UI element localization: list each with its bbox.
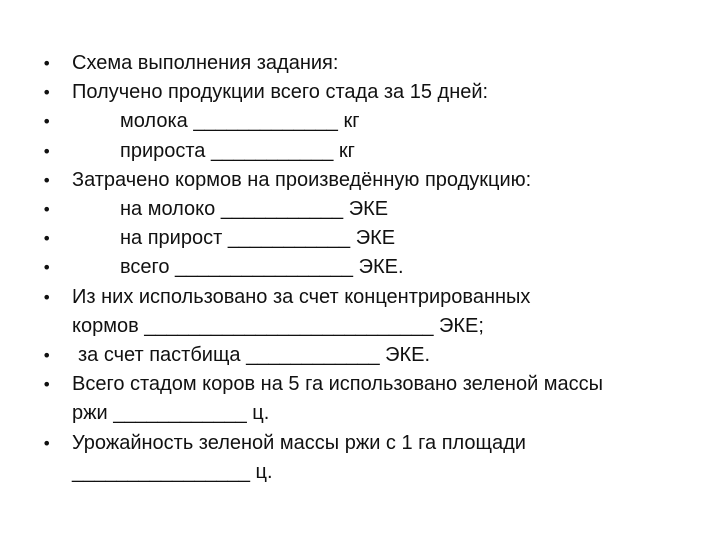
list-item-text: Затрачено кормов на произведённую продукцию: [72,168,532,191]
list-item-text: на молоко ___________ ЭКЕ [120,198,389,221]
list-item-text: Всего стадом коров на 5 га использовано зеленой массы [72,373,604,396]
list-item-text: за счет пастбища ____________ ЭКЕ. [78,344,431,367]
bullet-icon: • [42,229,52,249]
bullet-icon: • [42,170,52,190]
bullet-list [42,49,682,487]
list-item [42,137,682,166]
list-item-text-continuation: ________________ ц. [72,460,273,483]
bullet-icon: • [42,200,52,220]
list-item-text: всего ________________ ЭКЕ. [120,256,404,279]
list-item-text-continuation: ржи ____________ ц. [72,402,270,425]
list-item-text: Схема выполнения задания: [72,52,339,74]
list-item-text-continuation: кормов __________________________ ЭКЕ; [72,314,484,337]
bullet-icon: • [42,287,52,307]
list-item [42,166,682,195]
list-item-text: Из них использовано за счет концентрированных [72,285,531,308]
list-item [42,429,682,487]
list-item [42,283,682,341]
list-item [42,49,682,78]
list-item [42,253,682,282]
list-item [42,341,682,370]
bullet-icon: • [42,112,52,132]
list-item [42,107,682,136]
list-item-text: на прирост ___________ ЭКЕ [120,227,396,250]
bullet-icon: • [42,83,52,103]
bullet-icon: • [42,258,52,278]
bullet-icon: • [42,375,52,395]
list-item-text: Получено продукции всего стада за 15 дней: [72,81,489,104]
bullet-icon: • [42,433,52,453]
list-item [42,78,682,107]
list-item [42,195,682,224]
list-item-text: молока _____________ кг [120,110,360,133]
list-item [42,224,682,253]
list-item-text: Урожайность зеленой массы ржи с 1 га площади [72,431,526,454]
bullet-icon: • [42,54,52,73]
bullet-icon: • [42,141,52,161]
bullet-icon: • [42,346,52,366]
list-item-text: прироста ___________ кг [120,139,355,162]
list-item [42,370,682,428]
